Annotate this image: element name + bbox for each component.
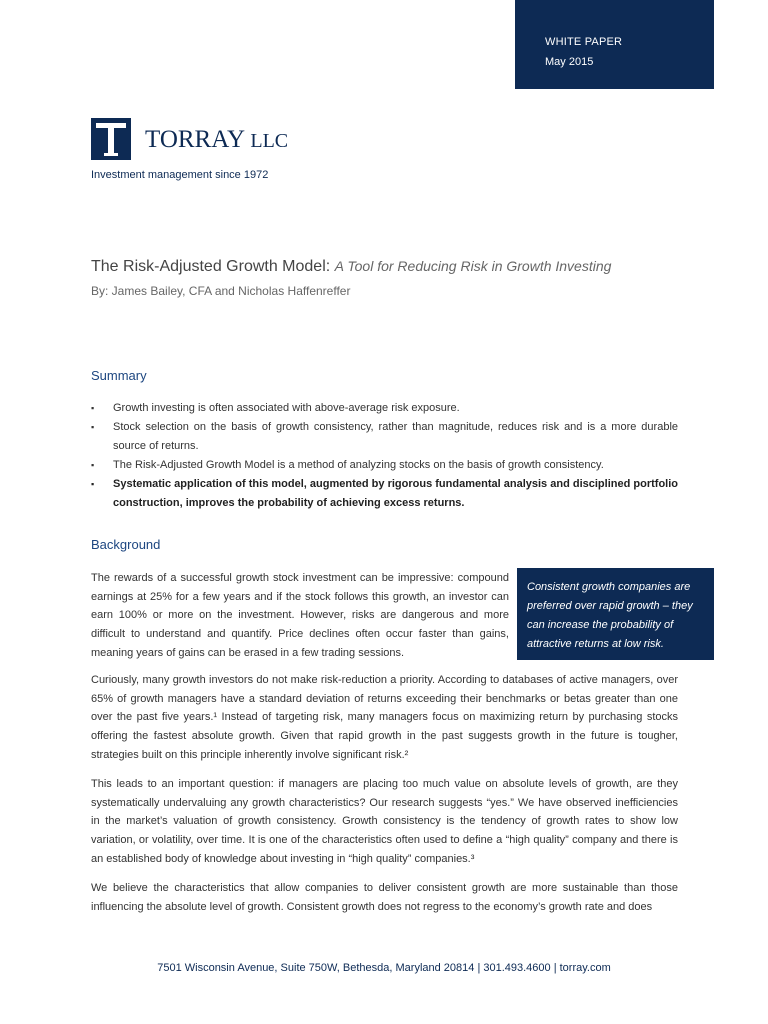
summary-bullet: ▪ Systematic application of this model, augmented by rigorous fundamental analysis and disciplined portfolio construction, improves the probability of achieving excess returns. (91, 475, 678, 513)
background-heading: Background (91, 537, 161, 552)
document-title (91, 258, 611, 276)
footer-contact: 7501 Wisconsin Avenue, Suite 750W, Bethesda, Maryland 20814 | 301.493.4600 | torray.com (157, 962, 611, 974)
doc-type-label: WHITE PAPER (545, 36, 623, 48)
document-type-banner (515, 0, 714, 89)
summary-bullet-list (91, 399, 678, 513)
summary-bullet: ▪ Growth investing is often associated with above-average risk exposure. (91, 399, 678, 418)
logo-name: TORRAY (145, 126, 245, 153)
background-paragraph: This leads to an important question: if managers are placing too much value on absolute levels of growth, are they systematically undervaluing any growth characteristics? Our research suggests “yes.” We have observed inefficiencies in the market’s valuation of growth consistency. Growth consistency is the tendency of growth rates to show low variation, or volatility, over time. It is one of the characteristics often used to define a “high quality” company and there is an established body of knowledge about investing in “high quality” companies.³ (91, 778, 678, 865)
logo-wordmark (145, 125, 288, 156)
summary-bullet: ▪ The Risk-Adjusted Growth Model is a method of analyzing stocks on the basis of growth consistency. (91, 456, 678, 475)
summary-heading: Summary (91, 368, 147, 383)
pull-quote-callout: Consistent growth companies are preferred over rapid growth – they can increase the probability of attractive returns at low risk. (517, 568, 714, 660)
doc-date: May 2015 (545, 56, 594, 68)
company-tagline: Investment management since 1972 (91, 169, 269, 181)
title-subtitle: A Tool for Reducing Risk in Growth Investing (334, 258, 612, 274)
title-main: The Risk-Adjusted Growth Model: (91, 258, 331, 275)
background-paragraph: Curiously, many growth investors do not make risk-reduction a priority. According to databases of active managers, over 65% of growth managers have a standard deviation of returns exceeding their benchmarks or betas greater than one over the past five years.¹ Instead of targeting risk, many managers focus on maximizing return by purchasing stocks offering the fastest absolute growth. Given that rapid growth in the past suggests growth in the future is tougher, strategies built on this principle inherently involve significant risk.² (91, 674, 678, 761)
author-byline: By: James Bailey, CFA and Nicholas Haffenreffer (91, 284, 351, 298)
summary-bullet: ▪ Stock selection on the basis of growth consistency, rather than magnitude, reduces risk and is a more durable source of returns. (91, 418, 678, 456)
background-paragraph: The rewards of a successful growth stock investment can be impressive: compound earnings at 25% for a few years and if the stock follows this growth, an investor can earn 100% or more on the investment. However, risks are dangerous and more difficult to understand and quantify. Price declines often occur faster than gains, meaning years of gains can be erased in a few trading sessions. (91, 572, 509, 659)
logo-suffix: LLC (250, 130, 289, 152)
background-paragraph: We believe the characteristics that allow companies to deliver consistent growth are more sustainable than those influencing the absolute level of growth. Consistent growth does not regress to the economy’s growth rate and does (91, 882, 678, 913)
torray-t-logo-icon (91, 118, 131, 160)
